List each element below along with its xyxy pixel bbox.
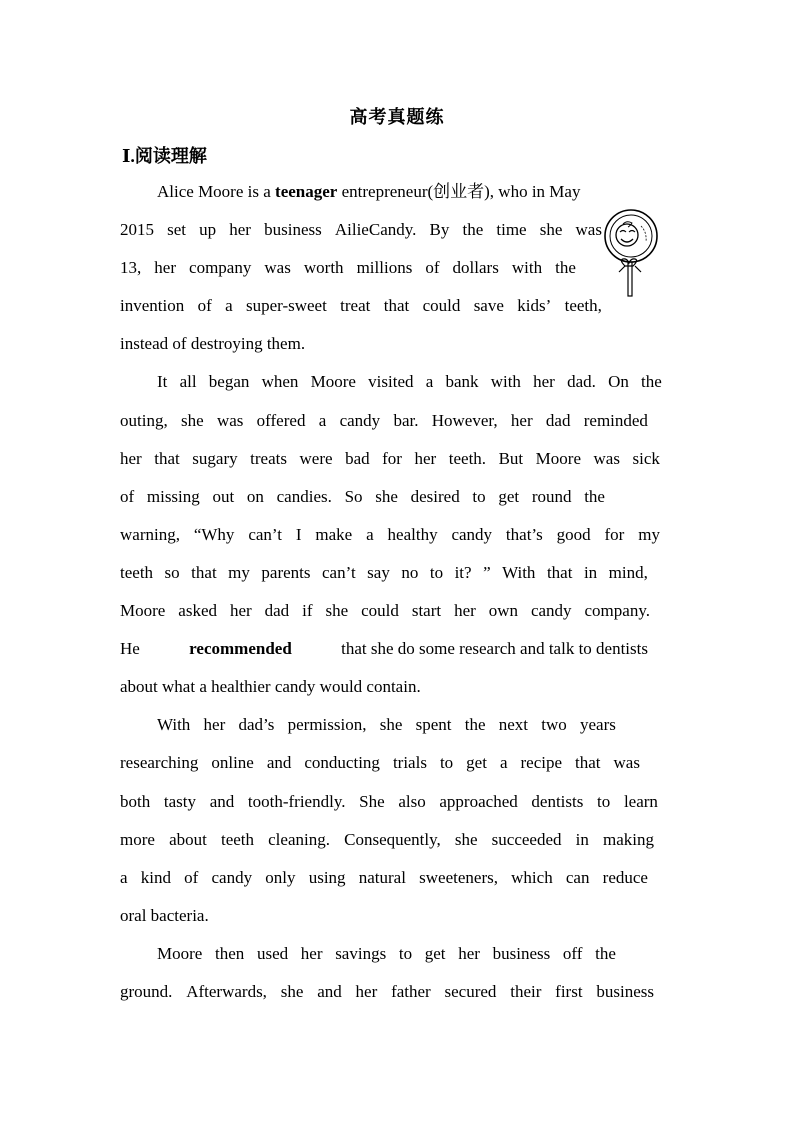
word: her xyxy=(154,258,176,277)
word: Moore xyxy=(310,372,356,391)
word: a xyxy=(425,372,434,391)
word: candy xyxy=(211,868,253,887)
word: up xyxy=(199,220,217,239)
word: it? xyxy=(454,563,472,582)
word: that xyxy=(575,753,601,772)
word: in xyxy=(583,563,598,582)
word: candy xyxy=(530,601,572,620)
word: business xyxy=(264,220,322,239)
word: her xyxy=(533,372,555,391)
word: she xyxy=(280,982,304,1001)
passage-line xyxy=(157,371,662,393)
word: the xyxy=(464,715,486,734)
word: sugary xyxy=(192,449,238,468)
word: bar. xyxy=(393,411,419,430)
passage-line xyxy=(157,714,616,736)
word: dollars xyxy=(452,258,499,277)
word: invention xyxy=(120,296,185,315)
passage-line xyxy=(120,219,602,241)
word: began xyxy=(208,372,250,391)
word: with xyxy=(511,258,543,277)
word: save xyxy=(473,296,504,315)
passage-line: He recommended that she do some research and talk to dentists xyxy=(120,639,648,658)
word: so xyxy=(164,563,180,582)
word: candies. xyxy=(276,487,332,506)
word: savings xyxy=(335,944,387,963)
word: of xyxy=(120,487,135,506)
word: the xyxy=(462,220,484,239)
word: to xyxy=(429,563,444,582)
word: for xyxy=(604,525,625,544)
word: warning, xyxy=(120,525,180,544)
word: business xyxy=(596,982,654,1001)
word: teeth, xyxy=(564,296,602,315)
word: offered xyxy=(256,411,306,430)
passage-line: oral bacteria. xyxy=(120,906,209,925)
word: the xyxy=(555,258,576,277)
word: round xyxy=(531,487,572,506)
word: her xyxy=(229,220,251,239)
word: healthy xyxy=(387,525,438,544)
passage-line xyxy=(120,791,658,813)
word: of xyxy=(184,868,199,887)
word: were xyxy=(299,449,333,468)
word: super-sweet xyxy=(245,296,327,315)
word: a xyxy=(366,525,374,544)
word: on xyxy=(246,487,264,506)
word: making xyxy=(603,830,654,849)
passage-line xyxy=(120,295,602,317)
word: dad xyxy=(264,601,290,620)
word: both xyxy=(120,792,151,811)
word: no xyxy=(401,563,419,582)
word: desired xyxy=(410,487,460,506)
word: ” xyxy=(483,563,491,582)
word: a xyxy=(318,411,327,430)
word: her xyxy=(355,982,378,1001)
passage-line xyxy=(120,524,660,546)
word: get xyxy=(498,487,520,506)
page-title: 高考真题练 xyxy=(349,107,445,127)
word: But xyxy=(498,449,524,468)
word: all xyxy=(179,372,197,391)
word: I xyxy=(295,525,302,544)
word: start xyxy=(411,601,442,620)
word: to xyxy=(439,753,454,772)
word: was xyxy=(613,753,640,772)
word: using xyxy=(308,868,346,887)
word: was xyxy=(575,220,602,239)
word: she xyxy=(375,487,398,506)
passage-line xyxy=(120,829,654,851)
word: her xyxy=(510,411,533,430)
word: tooth-friendly. xyxy=(247,792,346,811)
word: to xyxy=(398,944,413,963)
word: dad xyxy=(545,411,571,430)
word: her xyxy=(454,601,476,620)
word: out xyxy=(212,487,235,506)
word: researching xyxy=(120,753,199,772)
passage-line xyxy=(120,410,648,432)
word: and xyxy=(266,753,292,772)
word: trials xyxy=(392,753,427,772)
word: succeeded xyxy=(491,830,562,849)
word: missing xyxy=(146,487,200,506)
word: she xyxy=(539,220,563,239)
word: cleaning. xyxy=(268,830,330,849)
word: sick xyxy=(632,449,660,468)
word: ground. xyxy=(120,982,173,1001)
word: teeth xyxy=(120,563,154,582)
word: the xyxy=(584,487,605,506)
word: recipe xyxy=(520,753,563,772)
word: of xyxy=(197,296,212,315)
word: to xyxy=(472,487,486,506)
word: off xyxy=(562,944,583,963)
word: mind, xyxy=(608,563,648,582)
word: the xyxy=(641,372,662,391)
word: a xyxy=(225,296,233,315)
word: treats xyxy=(250,449,287,468)
word: permission, xyxy=(287,715,367,734)
word: two xyxy=(541,715,567,734)
word: her xyxy=(120,449,142,468)
word: reduce xyxy=(602,868,648,887)
passage-line: about what a healthier candy would contain. xyxy=(120,677,421,696)
passage-line: instead of destroying them. xyxy=(120,334,306,353)
section-heading: Ⅰ.阅读理解 xyxy=(122,146,207,166)
word: millions xyxy=(356,258,413,277)
word: her xyxy=(458,944,480,963)
word: dad. xyxy=(567,372,596,391)
word: then xyxy=(215,944,245,963)
word: So xyxy=(344,487,363,506)
word: outing, xyxy=(120,411,168,430)
word: learn xyxy=(623,792,658,811)
word: make xyxy=(315,525,353,544)
word: my xyxy=(638,525,660,544)
word: kind xyxy=(140,868,171,887)
word: It xyxy=(157,372,168,391)
word: that’s xyxy=(505,525,543,544)
word: Afterwards, xyxy=(186,982,267,1001)
word: her xyxy=(203,715,226,734)
word: that xyxy=(546,563,573,582)
word: can xyxy=(565,868,590,887)
word: was xyxy=(216,411,244,430)
word: By xyxy=(429,220,450,239)
word: visited xyxy=(368,372,414,391)
passage-line xyxy=(120,486,605,508)
word: “Why xyxy=(193,525,235,544)
word: bad xyxy=(345,449,370,468)
word: that xyxy=(383,296,410,315)
word: first xyxy=(555,982,583,1001)
word: business xyxy=(492,944,551,963)
word: dad’s xyxy=(238,715,275,734)
word: their xyxy=(510,982,542,1001)
passage-line xyxy=(120,867,648,889)
word: and xyxy=(317,982,342,1001)
word: treat xyxy=(340,296,371,315)
word: With xyxy=(157,715,191,734)
word: she xyxy=(180,411,204,430)
word: next xyxy=(498,715,529,734)
word: candy xyxy=(339,411,381,430)
word: father xyxy=(391,982,431,1001)
word: more xyxy=(120,830,155,849)
word: company. xyxy=(584,601,650,620)
word: dentists xyxy=(531,792,584,811)
word: kids’ xyxy=(517,296,552,315)
word: set xyxy=(167,220,187,239)
word: of xyxy=(425,258,440,277)
word: that xyxy=(154,449,180,468)
word: With xyxy=(502,563,536,582)
word: for xyxy=(382,449,402,468)
word: in xyxy=(575,830,589,849)
word: about xyxy=(169,830,207,849)
word: On xyxy=(608,372,629,391)
word: if xyxy=(302,601,313,620)
word: my xyxy=(228,563,250,582)
word: used xyxy=(256,944,289,963)
word: and xyxy=(209,792,235,811)
word: that xyxy=(191,563,217,582)
word: which xyxy=(511,868,553,887)
word: when xyxy=(261,372,299,391)
passage-line xyxy=(120,752,640,774)
passage-line xyxy=(120,600,650,622)
passage-line xyxy=(157,943,616,965)
word: say xyxy=(367,563,390,582)
word: years xyxy=(580,715,616,734)
passage-line xyxy=(120,257,576,279)
word: candy xyxy=(451,525,493,544)
word: online xyxy=(211,753,254,772)
word: get xyxy=(466,753,487,772)
word: can’t xyxy=(322,563,356,582)
word: However, xyxy=(431,411,498,430)
word: was xyxy=(593,449,620,468)
word: with xyxy=(490,372,521,391)
word: AilieCandy. xyxy=(334,220,417,239)
word: to xyxy=(597,792,611,811)
word: her xyxy=(414,449,437,468)
passage-line xyxy=(120,562,648,584)
word: natural xyxy=(358,868,406,887)
word: worth xyxy=(303,258,344,277)
word: a xyxy=(499,753,508,772)
word: 2015 xyxy=(120,220,154,239)
word: her xyxy=(229,601,252,620)
word: bank xyxy=(445,372,479,391)
word: she xyxy=(454,830,478,849)
word: her xyxy=(300,944,323,963)
word: could xyxy=(361,601,399,620)
passage-line xyxy=(120,448,660,470)
word: asked xyxy=(178,601,217,620)
word: she xyxy=(325,601,349,620)
word: teeth. xyxy=(448,449,487,468)
word: a xyxy=(120,868,128,887)
word: was xyxy=(264,258,291,277)
word: can’t xyxy=(248,525,282,544)
word: time xyxy=(496,220,527,239)
word: parents xyxy=(261,563,311,582)
lollipop-icon xyxy=(603,208,663,298)
word: Moore xyxy=(157,944,203,963)
passage-line: Alice Moore is a teenager entrepreneur(创业者), who in May xyxy=(157,182,581,201)
word: tasty xyxy=(163,792,197,811)
word: sweeteners, xyxy=(419,868,498,887)
word: approached xyxy=(439,792,518,811)
word: Moore xyxy=(535,449,581,468)
passage-line xyxy=(120,981,654,1003)
word: Consequently, xyxy=(344,830,441,849)
word: good xyxy=(556,525,591,544)
word: reminded xyxy=(583,411,648,430)
word: conducting xyxy=(304,753,380,772)
word: She xyxy=(359,792,385,811)
word: could xyxy=(422,296,461,315)
word: also xyxy=(398,792,426,811)
word: 13, xyxy=(120,258,142,277)
word: own xyxy=(488,601,519,620)
word: Moore xyxy=(120,601,166,620)
word: company xyxy=(189,258,252,277)
word: the xyxy=(595,944,616,963)
word: she xyxy=(379,715,403,734)
word: get xyxy=(424,944,446,963)
word: teeth xyxy=(220,830,255,849)
word: only xyxy=(265,868,296,887)
word: secured xyxy=(444,982,497,1001)
word: spent xyxy=(415,715,452,734)
